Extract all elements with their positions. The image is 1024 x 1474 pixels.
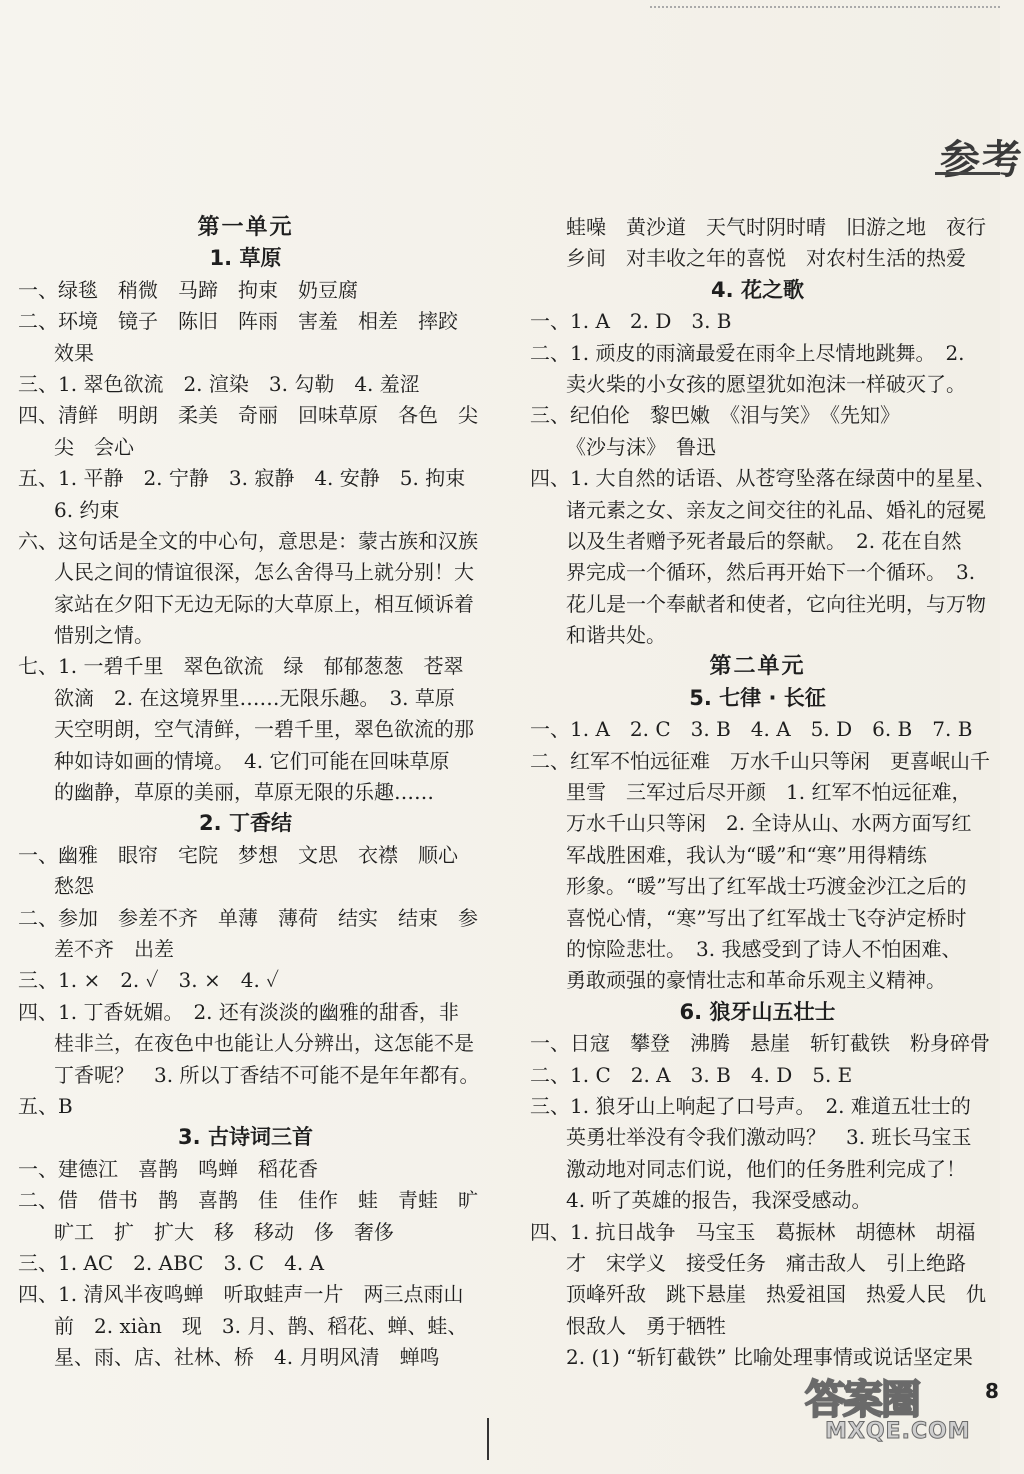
answer-line: 欲滴 2. 在这境界里……无限乐趣。 3. 草原: [54, 685, 455, 710]
answer-line: 诸元素之女、亲友之间交往的礼品、婚礼的冠冕: [566, 497, 986, 522]
section-heading: 第一单元: [197, 215, 294, 240]
answer-line: 2. (1) “斩钉截铁” 比喻处理事情或说话坚定果: [566, 1345, 973, 1370]
section-banner: 参考: [940, 137, 1024, 183]
answer-line: 五、B: [18, 1093, 73, 1118]
answer-line: 一、幽雅 眼帘 宅院 梦想 文思 衣襟 顺心: [18, 842, 458, 867]
answer-line: 军战胜困难，我认为“暖”和“寒”用得精练: [566, 842, 927, 867]
answer-line: 旷工 扩 扩大 移 移动 侈 奢侈: [54, 1219, 394, 1244]
answer-line: 四、清鲜 明朗 柔美 奇丽 回味草原 各色 尖: [18, 403, 478, 428]
right-column: [530, 212, 996, 1373]
section-heading: 3. 古诗词三首: [178, 1125, 313, 1150]
answer-line: 前 2. xiàn 现 3. 月、鹊、稻花、蝉、蛙、: [54, 1313, 468, 1338]
watermark-logo: [805, 1368, 1005, 1468]
answer-line: 四、1. 清风半夜鸣蝉 听取蛙声一片 两三点雨山: [18, 1282, 464, 1307]
answer-line: 和谐共处。: [566, 623, 666, 648]
answer-line: 三、1. × 2. ✓ 3. × 4. ✓: [18, 968, 280, 993]
section-heading: 5. 七律 · 长征: [689, 685, 826, 710]
answer-line: 效果: [54, 340, 94, 365]
answer-line: 界完成一个循环，然后再开始下一个循环。 3.: [566, 560, 976, 585]
answer-line: 三、1. 狼牙山上响起了口号声。 2. 难道五壮士的: [530, 1093, 971, 1118]
answer-line: 激动地对同志们说，他们的任务胜利完成了！: [566, 1156, 966, 1181]
answer-line: 4. 听了英雄的报告，我深受感动。: [566, 1188, 872, 1213]
answer-line: 三、1. 翠色欲流 2. 渲染 3. 勾勒 4. 羞涩: [18, 371, 420, 396]
answer-line: 七、1. 一碧千里 翠色欲流 绿 郁郁葱葱 苍翠: [18, 654, 464, 679]
answer-line: 卖火柴的小女孩的愿望犹如泡沫一样破灭了。: [566, 371, 966, 396]
section-heading: 1. 草原: [209, 246, 282, 271]
answer-line: 二、借 借书 鹊 喜鹊 佳 佳作 蛙 青蛙 旷: [18, 1188, 478, 1213]
answer-line: 一、建德江 喜鹊 鸣蝉 稻花香: [18, 1156, 318, 1181]
answer-line: 六、这句话是全文的中心句，意思是：蒙古族和汉族: [18, 528, 478, 553]
answer-line: 尖 会心: [54, 434, 134, 459]
answer-line: 天空明朗，空气清鲜，一碧千里，翠色欲流的那: [54, 717, 474, 742]
answer-line: 桂非兰，在夜色中也能让人分辨出，这怎能不是: [54, 1031, 474, 1056]
top-dotted-rule: [650, 6, 1000, 8]
answer-line: 里雪 三军过后尽开颜 1. 红军不怕远征难，: [566, 780, 972, 805]
watermark-url: MXQE.COM: [825, 1419, 971, 1444]
answer-line: 花儿是一个奉献者和使者，它向往光明，与万物: [566, 591, 986, 616]
answer-line: 四、1. 抗日战争 马宝玉 葛振林 胡德林 胡福: [530, 1219, 976, 1244]
answer-line: 6. 约束: [54, 497, 120, 522]
answer-line: 形象。“暖”写出了红军战士巧渡金沙江之后的: [566, 874, 967, 899]
answer-line: 家站在夕阳下无边无际的大草原上，相互倾诉着: [54, 591, 474, 616]
answer-line: 四、1. 丁香妩媚。 2. 还有淡淡的幽雅的甜香，非: [18, 999, 459, 1024]
left-column: [18, 212, 480, 1373]
answer-line: 以及生者赠予死者最后的祭献。 2. 花在自然: [566, 528, 962, 553]
answer-line: 三、1. AC 2. ABC 3. C 4. A: [18, 1250, 325, 1275]
answer-line: 愁怨: [54, 874, 94, 899]
answer-line: 四、1. 大自然的话语、从苍穹坠落在绿茵中的星星、: [530, 466, 996, 491]
answer-line: 顶峰歼敌 跳下悬崖 热爱祖国 热爱人民 仇: [566, 1282, 986, 1307]
answer-line: 的惊险悲壮。 3. 我感受到了诗人不怕困难、: [566, 936, 962, 961]
answer-line: 二、参加 参差不齐 单薄 薄荷 结实 结束 参: [18, 905, 478, 930]
answer-line: 五、1. 平静 2. 宁静 3. 寂静 4. 安静 5. 拘束: [18, 466, 466, 491]
section-heading: 第二单元: [709, 654, 806, 680]
answer-line: 一、日寇 攀登 沸腾 悬崖 斩钉截铁 粉身碎骨: [530, 1031, 990, 1056]
section-heading: 4. 花之歌: [711, 277, 804, 302]
answer-line: 差不齐 出差: [54, 936, 174, 961]
answer-line: 喜悦心情，“寒”写出了红军战士飞夺泸定桥时: [566, 905, 967, 930]
answer-line: 万水千山只等闲 2. 全诗从山、水两方面写红: [566, 811, 972, 836]
center-binding-mark: [487, 1418, 489, 1460]
answer-line: 蛙噪 黄沙道 天气时阴时晴 旧游之地 夜行: [566, 215, 986, 239]
answer-line: 二、1. 顽皮的雨滴最爱在雨伞上尽情地跳舞。 2.: [530, 340, 965, 365]
answer-line: 恨敌人 勇于牺牲: [566, 1313, 726, 1338]
section-heading: 6. 狼牙山五壮士: [679, 999, 836, 1024]
watermark-text: 答案圈: [805, 1377, 919, 1423]
answer-line: 《沙与沫》 鲁迅: [566, 434, 716, 459]
answer-line: 丁香呢？ 3. 所以丁香结不可能不是年年都有。: [54, 1062, 480, 1087]
answer-line: 英勇壮举没有令我们激动吗？ 3. 班长马宝玉: [566, 1125, 972, 1150]
answer-line: 三、纪伯伦 黎巴嫩 《泪与笑》 《先知》: [530, 403, 900, 428]
answer-line: 人民之间的情谊很深，怎么舍得马上就分别！大: [54, 560, 474, 585]
answer-line: 一、1. A 2. D 3. B: [530, 309, 732, 334]
section-heading: 2. 丁香结: [199, 811, 292, 836]
banner-underline: [935, 172, 1000, 175]
answer-line: 二、环境 镜子 陈旧 阵雨 害羞 相差 摔跤: [18, 309, 458, 334]
answer-line: 乡间 对丰收之年的喜悦 对农村生活的热爱: [566, 246, 966, 271]
answer-line: 才 宋学义 接受任务 痛击敌人 引上绝路: [566, 1250, 966, 1275]
page-number: 8: [985, 1379, 999, 1403]
answer-line: 种如诗如画的情境。 4. 它们可能在回味草原: [54, 748, 450, 773]
answer-line: 星、雨、店、社林、桥 4. 月明风清 蝉鸣: [54, 1345, 440, 1370]
answer-line: 二、红军不怕远征难 万水千山只等闲 更喜岷山千: [530, 748, 990, 773]
answer-line: 一、1. A 2. C 3. B 4. A 5. D 6. B 7. B: [530, 717, 973, 742]
answer-line: 二、1. C 2. A 3. B 4. D 5. E: [530, 1062, 853, 1087]
answer-line: 的幽静，草原的美丽，草原无限的乐趣……: [54, 780, 434, 805]
answer-line: 勇敢顽强的豪情壮志和革命乐观主义精神。: [566, 968, 946, 993]
answer-line: 一、绿毯 稍微 马蹄 拘束 奶豆腐: [18, 277, 358, 302]
answer-line: 惜别之情。: [54, 623, 154, 648]
